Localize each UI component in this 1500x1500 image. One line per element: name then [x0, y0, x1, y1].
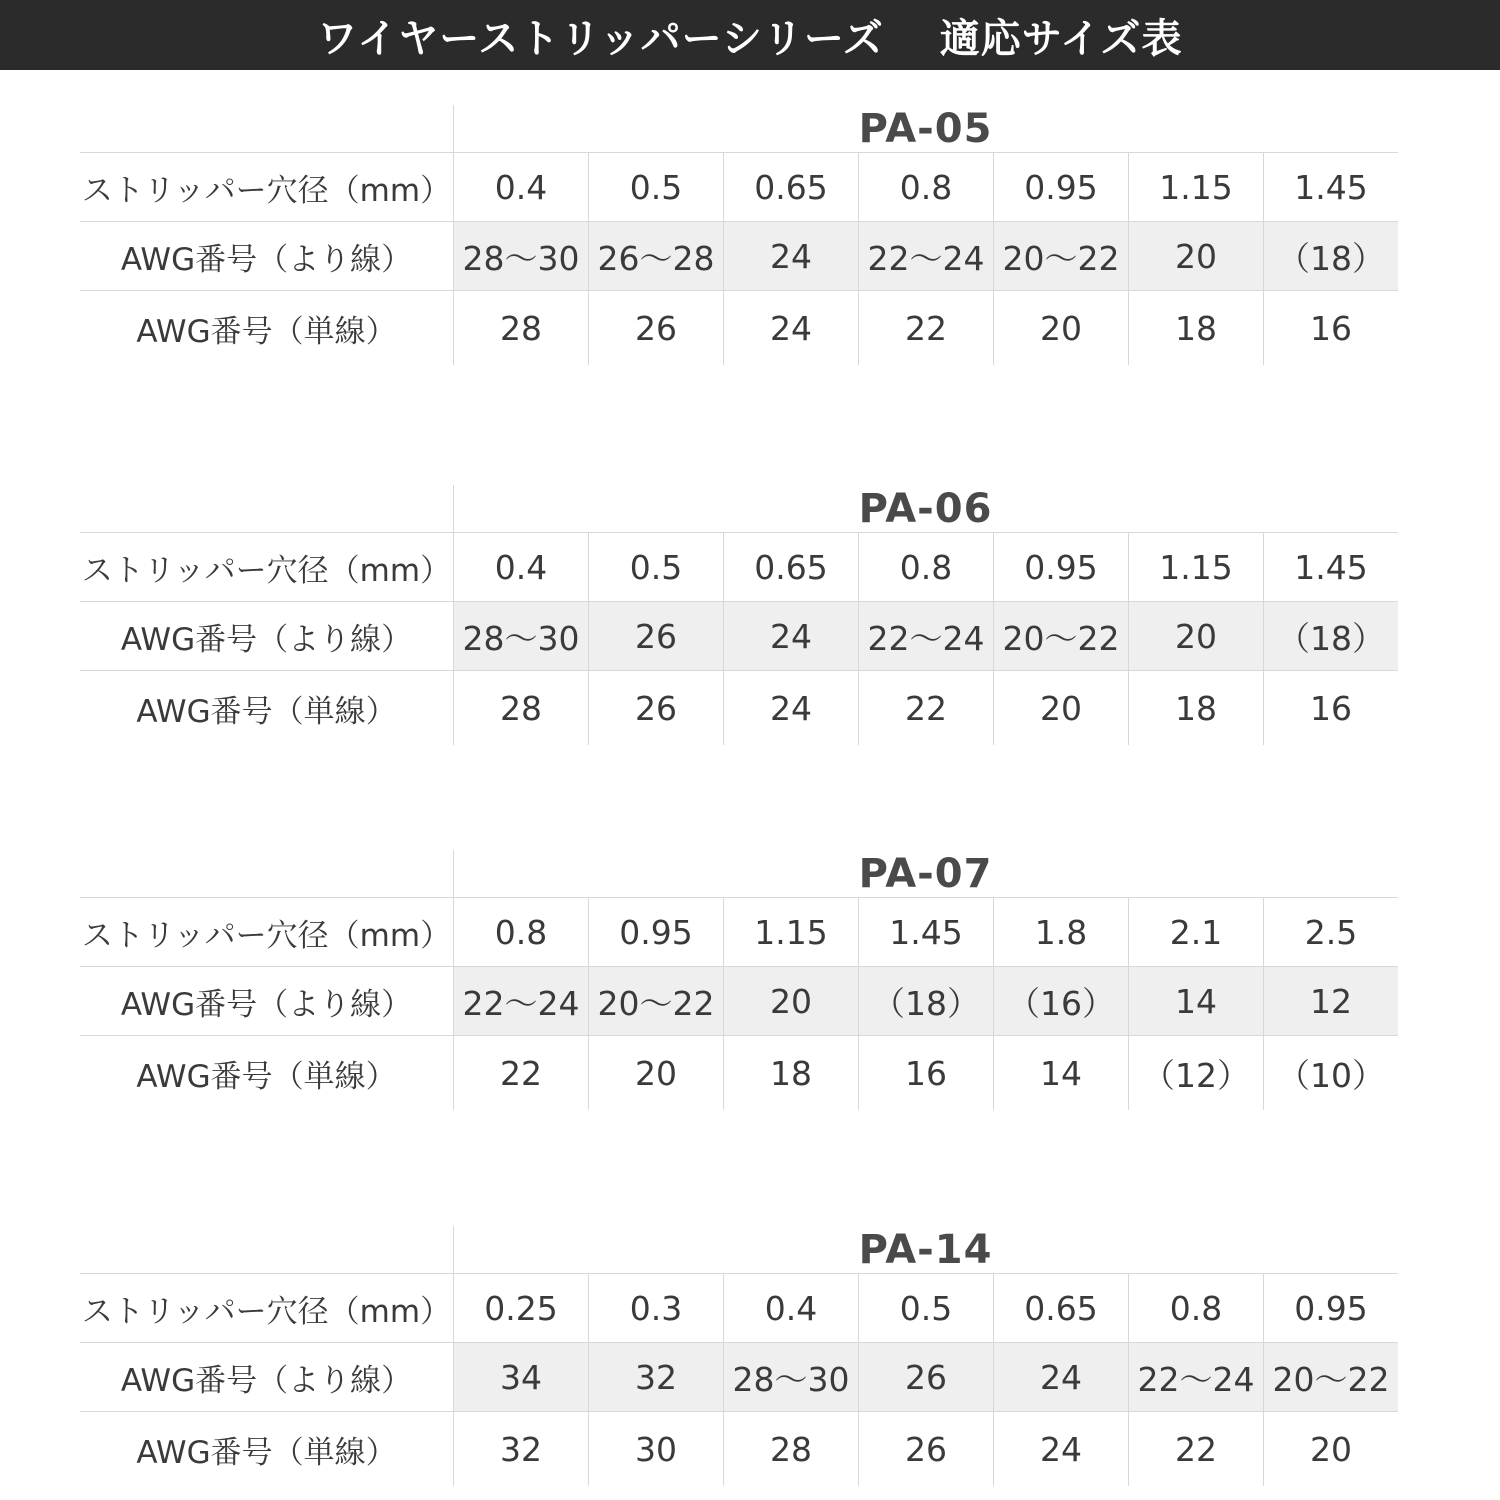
table-cell: 0.8: [859, 533, 994, 601]
row-label: ストリッパー穴径（mm）: [80, 898, 454, 966]
table-cell: 0.8: [859, 153, 994, 221]
table-cell: 16: [1310, 308, 1352, 348]
table-cell: 20～22: [994, 602, 1129, 670]
model-name: PA-07: [858, 851, 993, 897]
table-cell: 28～30: [454, 602, 589, 670]
table-cell: 28: [454, 671, 589, 745]
table-row: [80, 1412, 1398, 1486]
table-row: [80, 967, 1398, 1036]
row-cells: [454, 533, 1398, 601]
row-label: AWG番号（より線）: [80, 602, 454, 670]
row-cells: [454, 1412, 1398, 1486]
table-cell: （12）: [1129, 1036, 1264, 1110]
row-cells: [454, 602, 1398, 670]
table-cell: 2.5: [1304, 912, 1358, 952]
row-cells: [454, 898, 1398, 966]
row-cells: [454, 291, 1398, 365]
table-cell: 1.8: [994, 898, 1129, 966]
divider: [80, 152, 1398, 153]
table-cell: 0.95: [994, 153, 1129, 221]
row-cells: [454, 671, 1398, 745]
table-cell: （18）: [859, 967, 994, 1035]
table-cell: 28: [454, 291, 589, 365]
table-cell: 20: [994, 671, 1129, 745]
divider: [80, 532, 1398, 533]
table-cell: 24: [724, 602, 859, 670]
row-cells: [454, 1036, 1398, 1110]
table-cell: 0.95: [1294, 1288, 1368, 1328]
table-cell: 20: [1129, 222, 1264, 290]
table-cell: 1.15: [1129, 153, 1264, 221]
model-header-row: [80, 485, 1398, 533]
table-row: [80, 533, 1398, 602]
table-cell: 24: [724, 222, 859, 290]
table-cell: 34: [454, 1343, 589, 1411]
size-table-pa-14: [80, 1226, 1398, 1486]
table-cell: 30: [589, 1412, 724, 1486]
row-label: AWG番号（単線）: [80, 671, 454, 745]
table-cell: 28: [724, 1412, 859, 1486]
table-cell: 0.5: [859, 1274, 994, 1342]
table-cell: 0.65: [724, 153, 859, 221]
row-label: ストリッパー穴径（mm）: [80, 153, 454, 221]
table-cell: 26: [859, 1412, 994, 1486]
table-cell: 22: [859, 671, 994, 745]
table-cell: 1.45: [859, 898, 994, 966]
table-cell: 14: [1129, 967, 1264, 1035]
size-table-pa-07: [80, 850, 1398, 1110]
table-cell: 22～24: [859, 602, 994, 670]
table-cell: 20: [1310, 1429, 1352, 1469]
table-cell: （18）: [1264, 222, 1398, 290]
table-row: [80, 1274, 1398, 1343]
table-cell: 20: [1129, 602, 1264, 670]
table-cell: 22: [1129, 1412, 1264, 1486]
table-cell: 0.5: [589, 533, 724, 601]
table-row: [80, 153, 1398, 222]
model-header-row: [80, 1226, 1398, 1274]
table-cell: 26: [589, 602, 724, 670]
table-cell: 32: [589, 1343, 724, 1411]
table-cell: 20: [994, 291, 1129, 365]
model-name: PA-05: [858, 106, 993, 152]
table-cell: 12: [1264, 967, 1398, 1035]
table-cell: 0.65: [994, 1274, 1129, 1342]
table-cell: 1.15: [724, 898, 859, 966]
table-cell: 22～24: [454, 967, 589, 1035]
table-row: [80, 898, 1398, 967]
table-cell: 24: [724, 291, 859, 365]
table-cell: 18: [1129, 291, 1264, 365]
table-cell: 1.15: [1129, 533, 1264, 601]
row-cells: [454, 222, 1398, 290]
row-label: AWG番号（単線）: [80, 291, 454, 365]
model-header-row: [80, 850, 1398, 898]
row-cells: [454, 967, 1398, 1035]
row-label: AWG番号（単線）: [80, 1412, 454, 1486]
table-cell: 1.45: [1294, 167, 1368, 207]
model-name: PA-06: [858, 486, 993, 532]
table-cell: 26～28: [589, 222, 724, 290]
table-cell: （16）: [994, 967, 1129, 1035]
table-cell: 0.8: [454, 898, 589, 966]
table-cell: 26: [589, 671, 724, 745]
model-name: PA-14: [858, 1227, 993, 1273]
table-cell: 0.4: [454, 153, 589, 221]
size-table-pa-05: [80, 105, 1398, 365]
table-cell: 16: [859, 1036, 994, 1110]
table-cell: 0.8: [1129, 1274, 1264, 1342]
table-cell: 32: [454, 1412, 589, 1486]
table-cell: 18: [1129, 671, 1264, 745]
row-cells: [454, 1274, 1398, 1342]
table-cell: 20: [724, 967, 859, 1035]
size-table-pa-06: [80, 485, 1398, 745]
row-label: AWG番号（より線）: [80, 1343, 454, 1411]
table-cell: 22: [454, 1036, 589, 1110]
row-label: ストリッパー穴径（mm）: [80, 1274, 454, 1342]
row-cells: [454, 1343, 1398, 1411]
table-cell: 24: [994, 1412, 1129, 1486]
table-cell: 2.1: [1129, 898, 1264, 966]
table-cell: 22～24: [1129, 1343, 1264, 1411]
table-cell: 22: [859, 291, 994, 365]
table-cell: 0.95: [994, 533, 1129, 601]
table-cell: 24: [724, 671, 859, 745]
table-cell: 18: [724, 1036, 859, 1110]
table-cell: 20: [589, 1036, 724, 1110]
table-cell: 0.3: [589, 1274, 724, 1342]
table-cell: 26: [589, 291, 724, 365]
table-cell: 22～24: [859, 222, 994, 290]
table-cell: 0.95: [589, 898, 724, 966]
table-cell: 1.45: [1294, 547, 1368, 587]
table-row: [80, 671, 1398, 745]
table-row: [80, 291, 1398, 365]
table-row: [80, 1343, 1398, 1412]
table-cell: 20～22: [1264, 1343, 1398, 1411]
table-cell: 14: [994, 1036, 1129, 1110]
table-cell: 0.5: [589, 153, 724, 221]
table-cell: 0.25: [454, 1274, 589, 1342]
table-row: [80, 222, 1398, 291]
table-cell: 24: [994, 1343, 1129, 1411]
row-label: ストリッパー穴径（mm）: [80, 533, 454, 601]
table-cell: 28～30: [454, 222, 589, 290]
table-cell: 26: [859, 1343, 994, 1411]
table-cell: 0.65: [724, 533, 859, 601]
table-cell: 28～30: [724, 1343, 859, 1411]
table-cell: 0.4: [454, 533, 589, 601]
divider: [80, 1273, 1398, 1274]
table-row: [80, 602, 1398, 671]
divider: [80, 897, 1398, 898]
table-cell: （10）: [1277, 1055, 1385, 1095]
row-cells: [454, 153, 1398, 221]
table-cell: 20～22: [589, 967, 724, 1035]
table-cell: （18）: [1264, 602, 1398, 670]
table-cell: 20～22: [994, 222, 1129, 290]
row-label: AWG番号（単線）: [80, 1036, 454, 1110]
row-label: AWG番号（より線）: [80, 222, 454, 290]
table-row: [80, 1036, 1398, 1110]
model-header-row: [80, 105, 1398, 153]
row-label: AWG番号（より線）: [80, 967, 454, 1035]
page-title: ワイヤーストリッパーシリーズ 適応サイズ表: [0, 0, 1500, 70]
table-cell: 16: [1310, 688, 1352, 728]
table-cell: 0.4: [724, 1274, 859, 1342]
